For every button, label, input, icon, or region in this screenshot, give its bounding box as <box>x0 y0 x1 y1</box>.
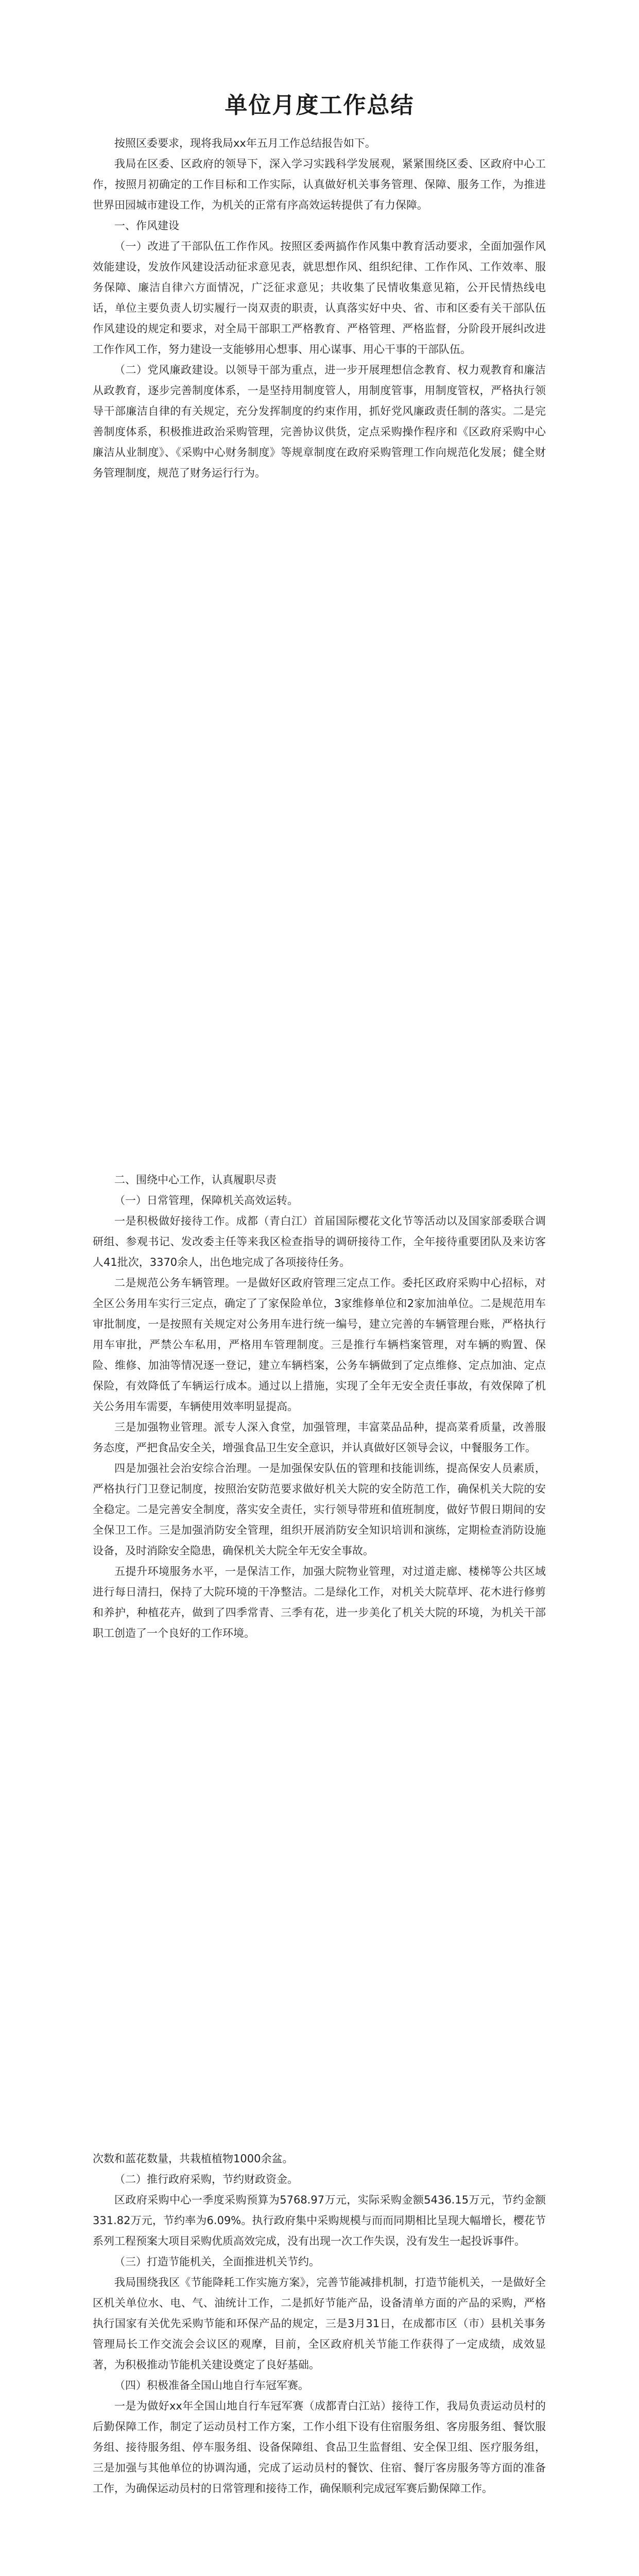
procurement-heading: （二）推行政府采购，节约财政资金。 <box>114 2173 298 2185</box>
section-1-heading: 一、作风建设 <box>114 219 179 232</box>
reception-paragraph: 一是积极做好接待工作。成都（青白江）首届国际樱花文化节等活动以及国家部委联合调研组、参观书记、发改委主任等来我区检查指导的调研接待工作，全年接待重要团队及来访客人41批次，3370余人，出色地完成了各项接待任务。 <box>93 1215 546 1268</box>
energy-saving-heading: （三）打造节能机关，全面推进机关节约。 <box>114 2256 320 2268</box>
section-2-heading: 二、围绕中心工作，认真履职尽责 <box>114 1174 277 1186</box>
continuation-paragraph: 次数和蓝花数量，共栽植植物1000余盆。 <box>93 2153 293 2165</box>
energy-saving-paragraph: 我局围绕我区《节能降耗工作实施方案》，完善节能减排机制，打造节能机关，一是做好全区机关单位水、电、气、油统计工作，二是抓好节能产品，设备清单方面的产品的采购，严格执行国家有关优先采购节能和环保产品的规定，三是3月31日，在成都市区（市）县机关事务管理局长工作交流会会议区的观摩，目前，全区政府机关节能工作获得了一定成绩，成效显著，为积极推动节能机关建设奠定了良好基础。 <box>93 2276 546 2371</box>
section-2-part-2 <box>93 2148 546 2499</box>
section-2-part-1 <box>93 1170 546 1643</box>
cycling-heading: （四）积极准备全国山地自行车冠军赛。 <box>114 2379 309 2392</box>
section-1 <box>93 133 546 483</box>
document-title: 单位月度工作总结 <box>224 92 415 118</box>
intro-paragraph: 按照区委要求，现将我局xx年五月工作总结报告如下。 <box>114 137 376 149</box>
procurement-paragraph: 区政府采购中心一季度采购预算为5768.97万元，实际采购金额5436.15万元，节约金额331.82万元，节约率为6.09%。执行政府集中采购规模与而而同期相比呈现大幅增长，樱花节系列工程预案大项目采购优质高效完成，没有出现一次工作失误，没有发生一起投诉事件。 <box>93 2194 546 2247</box>
work-style-paragraph: （一）改进了干部队伍工作作风。按照区委两搞作作风集中教育活动要求，全面加强作风效能建设，发放作风建设活动征求意见表，就思想作风、组织纪律、工作作风、工作效率、服务保障、廉洁自律六方面情况，广泛征求意见；共收集了民情收集意见箱，公开民情热线电话，单位主要负责人切实履行一岗双责的职责，认真落实好中央、省、市和区委有关干部队伍作风建设的规定和要求，对全局干部职工严格教育、严格管理、严格监督，分阶段开展纠改进工作作风工作，努力建设一支能够用心想事、用心谋事、用心干事的干部队伍。 <box>93 240 546 355</box>
vehicle-paragraph: 二是规范公务车辆管理。一是做好区政府管理三定点工作。委托区政府采购中心招标，对全区公务用车实行三定点，确定了了家保险单位，3家维修单位和2家加油单位。二是规范用车审批制度，一是按照有关规定对公务用车进行统一编号，建立完善的车辆管理台账，严格执行用车审批，严禁公车私用，严格用车管理制度。三是推行车辆档案管理，对车辆的购置、保险、维修、加油等情况逐一登记，建立车辆档案，公务车辆做到了定点维修、定点加油、定点保险，有效降低了车辆运行成本。通过以上措施，实现了全年无安全责任事故，有效保障了机关公务用车需要，车辆使用效率明显提高。 <box>93 1277 546 1413</box>
integrity-paragraph: （二）党风廉政建设。以领导干部为重点，进一步开展理想信念教育、权力观教育和廉洁从政教育，逐步完善制度体系，一是坚持用制度管人，用制度管事，用制度管权，严格执行领导干部廉洁自律的有关规定，充分发挥制度的约束作用，抓好党风廉政责任制的落实。二是完善制度体系，积极推进政治采购管理，完善协议供货，定点采购操作程序和《区政府采购中心廉洁从业制度》、《采购中心财务制度》等规章制度在政府采购管理工作向规范化发展；健全财务管理制度，规范了财务运行行为。 <box>93 364 546 479</box>
environment-paragraph: 五提升环境服务水平，一是保洁工作，加强大院物业管理，对过道走廊、楼梯等公共区域进行每日清扫，保持了大院环境的干净整洁。二是绿化工作，对机关大院草坪、花木进行修剪和养护，种植花卉，做到了四季常青、三季有花，进一步美化了机关大院的环境，为机关干部职工创造了一个良好的工作环境。 <box>93 1565 546 1639</box>
daily-management-heading: （一）日常管理，保障机关高效运转。 <box>114 1194 298 1207</box>
overview-paragraph: 我局在区委、区政府的领导下，深入学习实践科学发展观，紧紧围绕区委、区政府中心工作，按照月初确定的工作目标和工作实际，认真做好机关事务管理、保障、服务工作，为推进世界田园城市建设工作，为机关的正常有序高效运转提供了有力保障。 <box>93 158 546 211</box>
security-paragraph: 四是加强社会治安综合治理。一是加强保安队伍的管理和技能训练，提高保安人员素质，严格执行门卫登记制度，按照治安防范要求做好机关大院的安全防范工作，确保机关大院的安全稳定。二是完善安全制度，落实安全责任，实行领导带班和值班制度，做好节假日期间的安全保卫工作。三是加强消防安全管理，组织开展消防安全知识培训和演练，定期检查消防设施设备，及时消除安全隐患，确保机关大院全年无安全事故。 <box>93 1462 546 1557</box>
property-paragraph: 三是加强物业管理。派专人深入食堂，加强管理，丰富菜品品种，提高菜肴质量，改善服务态度，严把食品安全关，增强食品卫生安全意识，并认真做好区领导会议，中餐服务工作。 <box>93 1421 546 1454</box>
cycling-paragraph: 一是为做好xx年全国山地自行车冠军赛（成都青白江站）接待工作，我局负责运动员村的后勤保障工作，制定了运动员村工作方案，工作小组下设有住宿服务组、客房服务组、餐饮服务组、接待服务组、停车服务组、设备保障组、食品卫生监督组、安全保卫组、医疗服务组，三是加强与其他单位的协调沟通，完成了运动员村的餐饮、住宿、餐厅客房服务等方面的准备工作，为确保运动员村的日常管理和接待工作，确保顺利完成冠军赛后勤保障工作。 <box>93 2400 546 2495</box>
